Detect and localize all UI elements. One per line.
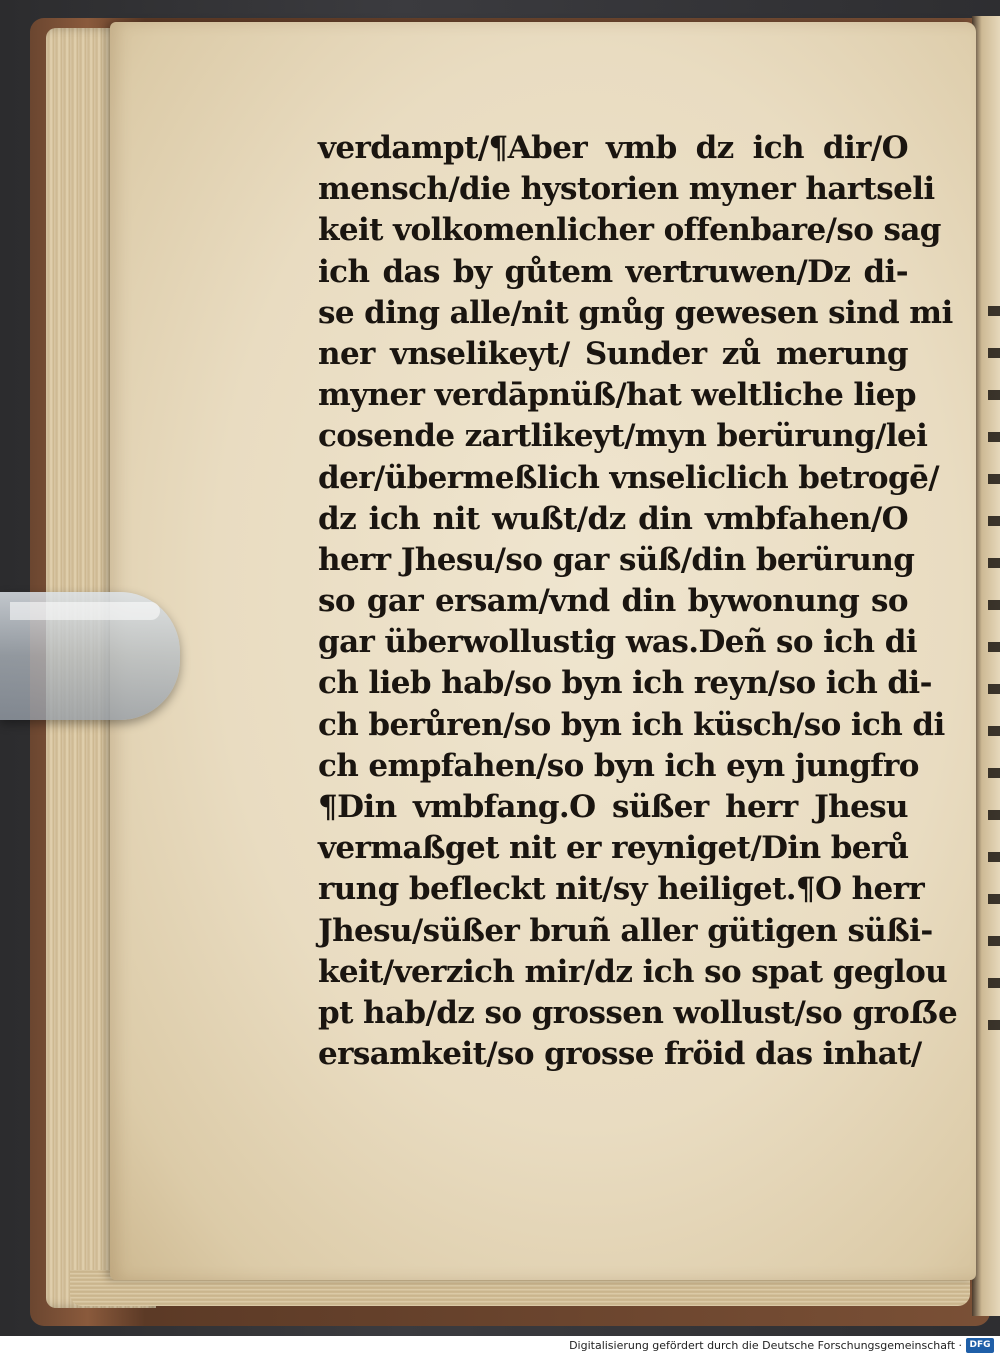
- text-line: mensch/die hystorien myner hartseli: [318, 171, 935, 208]
- page-text-block: [318, 128, 958, 1075]
- text-line: ersamkeit/so grosse fröid das inhat/: [318, 1036, 922, 1073]
- text-line: keit/verzich mir/dz ich so spat geglou: [318, 953, 948, 990]
- text-line: keit volkomenlicher offenbare/so sag: [318, 212, 941, 249]
- next-page-text-fragment: [988, 280, 1000, 1040]
- text-line: der/übermeßlich vnseliclich betrogē/: [318, 459, 939, 496]
- dfg-logo[interactable]: DFG: [966, 1338, 994, 1353]
- clip-highlight: [10, 602, 160, 620]
- text-line: ich das by gůtem vertruwen/Dz di-: [318, 253, 908, 290]
- text-line: ch lieb hab/so byn ich reyn/so ich di-: [318, 665, 932, 702]
- text-line: myner verdāpnüß/hat weltliche liep: [318, 377, 916, 414]
- text-line: pt hab/dz so grossen wollust/so groẞe: [318, 994, 958, 1031]
- text-line: dz ich nit wußt/dz din vmbfahen/O: [318, 500, 908, 537]
- footer-bar: [0, 1336, 1000, 1356]
- text-line: vermaßget nit er reyniget/Din berů: [318, 830, 909, 867]
- footer-credit: Digitalisierung gefördert durch die Deutsche Forschungsgemeinschaft ·: [569, 1339, 962, 1352]
- text-line: verdampt/¶Aber vmb dz ich dir/O: [318, 130, 908, 166]
- text-line: rung befleckt nit/sy heiliget.¶O herr: [318, 871, 925, 908]
- text-line: so gar ersam/vnd din bywonung so: [318, 583, 908, 620]
- text-line: se ding alle/nit gnůg gewesen sind mi: [318, 294, 953, 331]
- text-line: herr Jhesu/so gar süß/din berürung: [318, 541, 915, 578]
- text-line: ch empfahen/so byn ich eyn jungfro: [318, 747, 919, 784]
- text-line: gar überwollustig was.Deñ so ich di: [318, 624, 917, 661]
- text-line: Jhesu/süßer bruñ aller gütigen süßi-: [318, 912, 933, 949]
- text-line: cosende zartlikeyt/myn berürung/lei: [318, 418, 928, 455]
- text-line: ¶Din vmbfang.O süßer herr Jhesu: [318, 789, 908, 825]
- text-line: ner vnselikeyt/ Sunder zů merung: [318, 335, 908, 372]
- text-line: ch berůren/so byn ich küsch/so ich di: [318, 706, 945, 743]
